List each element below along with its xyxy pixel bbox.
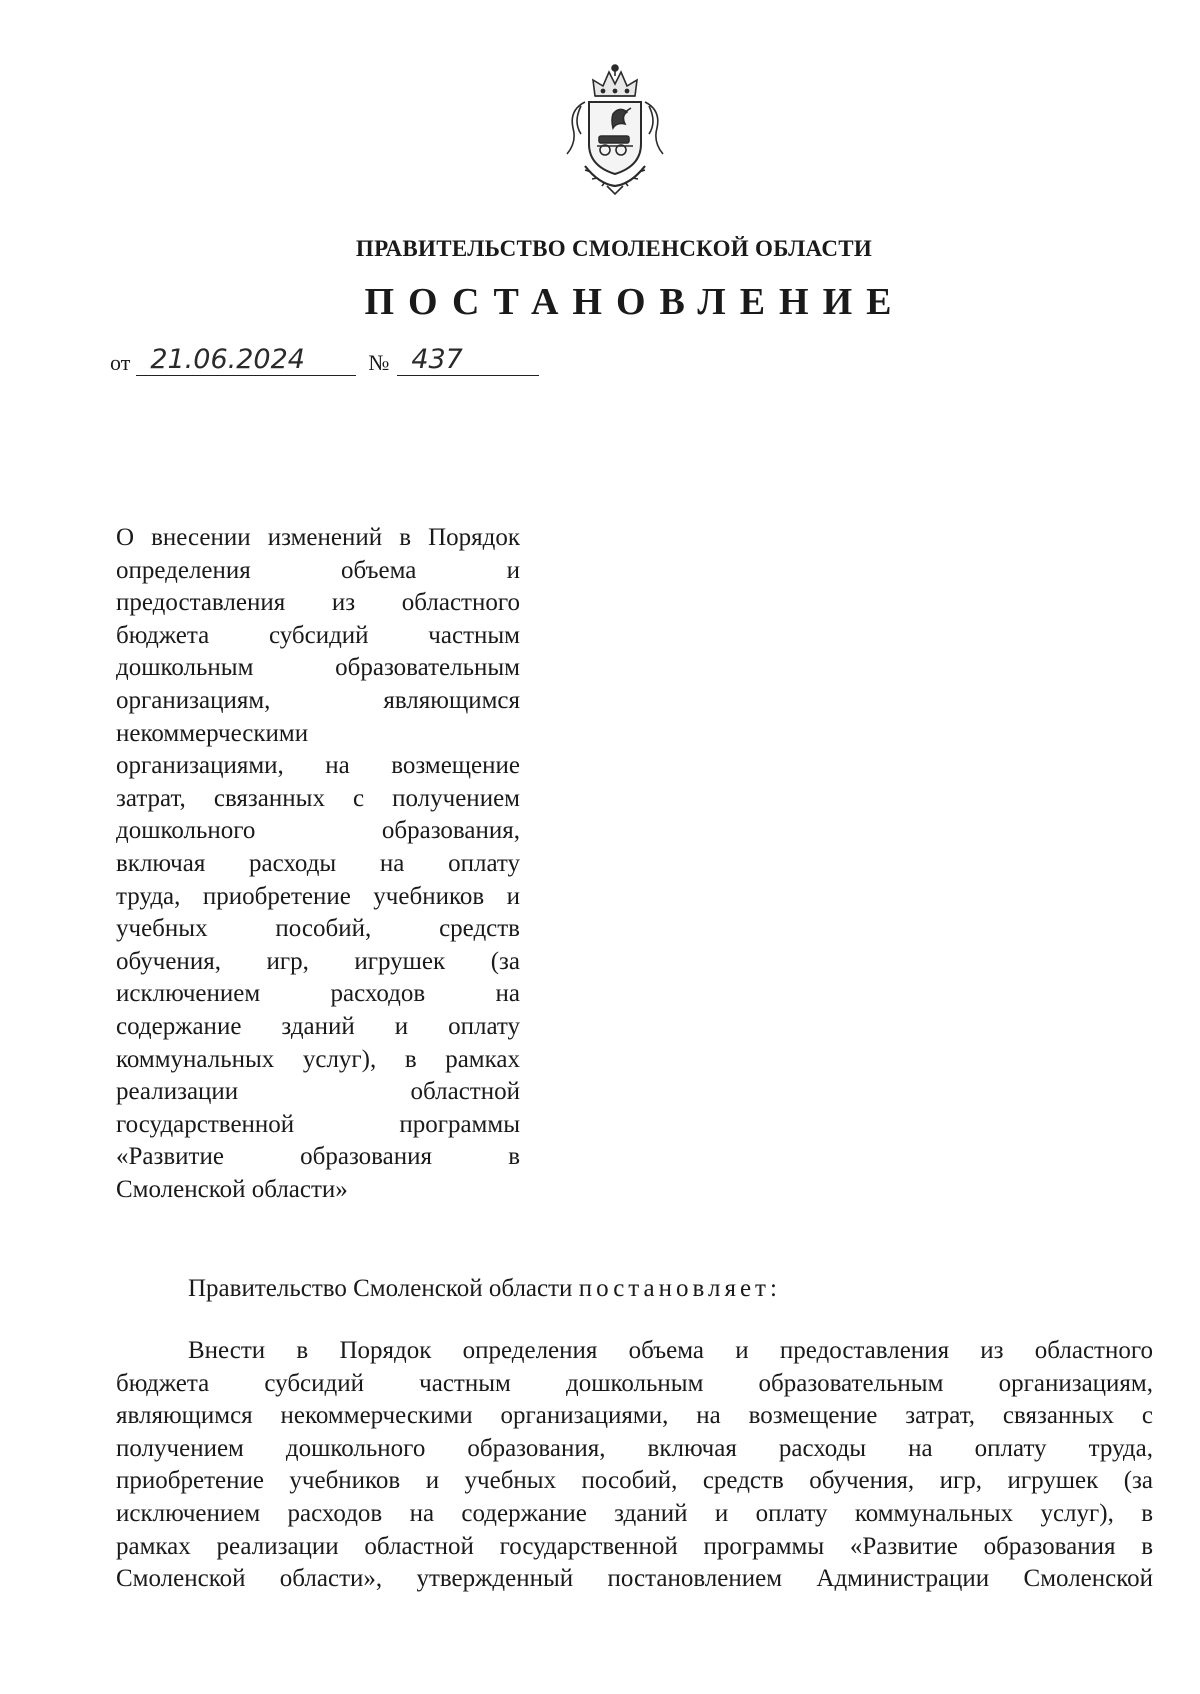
subject-line: определения объема и xyxy=(116,556,520,584)
number-value: 437 xyxy=(397,345,539,376)
subject-line: организациями, на возмещение xyxy=(116,752,520,780)
document-details xyxy=(110,340,539,376)
body-line: приобретение учебников и учебных пособий, средств обучения, игр, игрушек (за xyxy=(116,1467,1153,1495)
date-value: 21.06.2024 xyxy=(136,345,356,376)
subject-line: учебных пособий, средств xyxy=(116,915,520,943)
preamble-text: Правительство Смоленской области xyxy=(188,1275,579,1302)
preamble xyxy=(188,1275,781,1303)
date-label: от xyxy=(110,350,131,375)
body-line: рамках реализации областной государственной программы «Развитие образования в xyxy=(116,1532,1153,1560)
subject-line: Смоленской области» xyxy=(116,1175,348,1203)
document-type-title: ПОСТАНОВЛЕНИЕ xyxy=(364,281,906,323)
preamble-resolves: постановляет: xyxy=(578,1275,781,1302)
subject-line: коммунальных услуг), в рамках xyxy=(116,1045,520,1073)
subject-line: государственной программы xyxy=(116,1110,520,1138)
subject-line: исключением расходов на xyxy=(116,980,520,1008)
body-line: бюджета субсидий частным дошкольным образовательным организациям, xyxy=(116,1369,1153,1397)
subject-line: предоставления из областного xyxy=(116,589,520,617)
document-subject xyxy=(116,522,520,1206)
subject-line: О внесении изменений в Порядок xyxy=(116,524,520,551)
subject-line: реализации областной xyxy=(116,1078,520,1106)
subject-line: дошкольным образовательным xyxy=(116,654,520,682)
subject-line: труда, приобретение учебников и xyxy=(116,882,520,910)
subject-line: затрат, связанных с получением xyxy=(116,784,520,812)
subject-line: обучения, игр, игрушек (за xyxy=(116,947,520,975)
body-line: исключением расходов на содержание зданий и оплату коммунальных услуг), в xyxy=(116,1499,1153,1527)
document-body xyxy=(116,1335,1153,1596)
organization-name: ПРАВИТЕЛЬСТВО СМОЛЕНСКОЙ ОБЛАСТИ xyxy=(355,236,873,261)
subject-line: организациям, являющимся xyxy=(116,686,520,714)
subject-line: некоммерческими xyxy=(116,719,309,747)
body-line: Внести в Порядок определения объема и предоставления из областного xyxy=(188,1337,1153,1364)
body-line: являющимся некоммерческими организациями, на возмещение затрат, связанных с xyxy=(116,1402,1153,1430)
smolensk-coat-of-arms-icon xyxy=(555,62,675,197)
subject-line: дошкольного образования, xyxy=(116,817,520,845)
subject-line: содержание зданий и оплату xyxy=(116,1012,520,1040)
subject-line: бюджета субсидий частным xyxy=(116,621,520,649)
number-label: № xyxy=(368,350,390,375)
body-line: получением дошкольного образования, включая расходы на оплату труда, xyxy=(116,1434,1153,1462)
subject-line: «Развитие образования в xyxy=(116,1143,520,1171)
body-line: Смоленской области», утвержденный постановлением Администрации Смоленской xyxy=(116,1565,1153,1593)
subject-line: включая расходы на оплату xyxy=(116,849,520,877)
